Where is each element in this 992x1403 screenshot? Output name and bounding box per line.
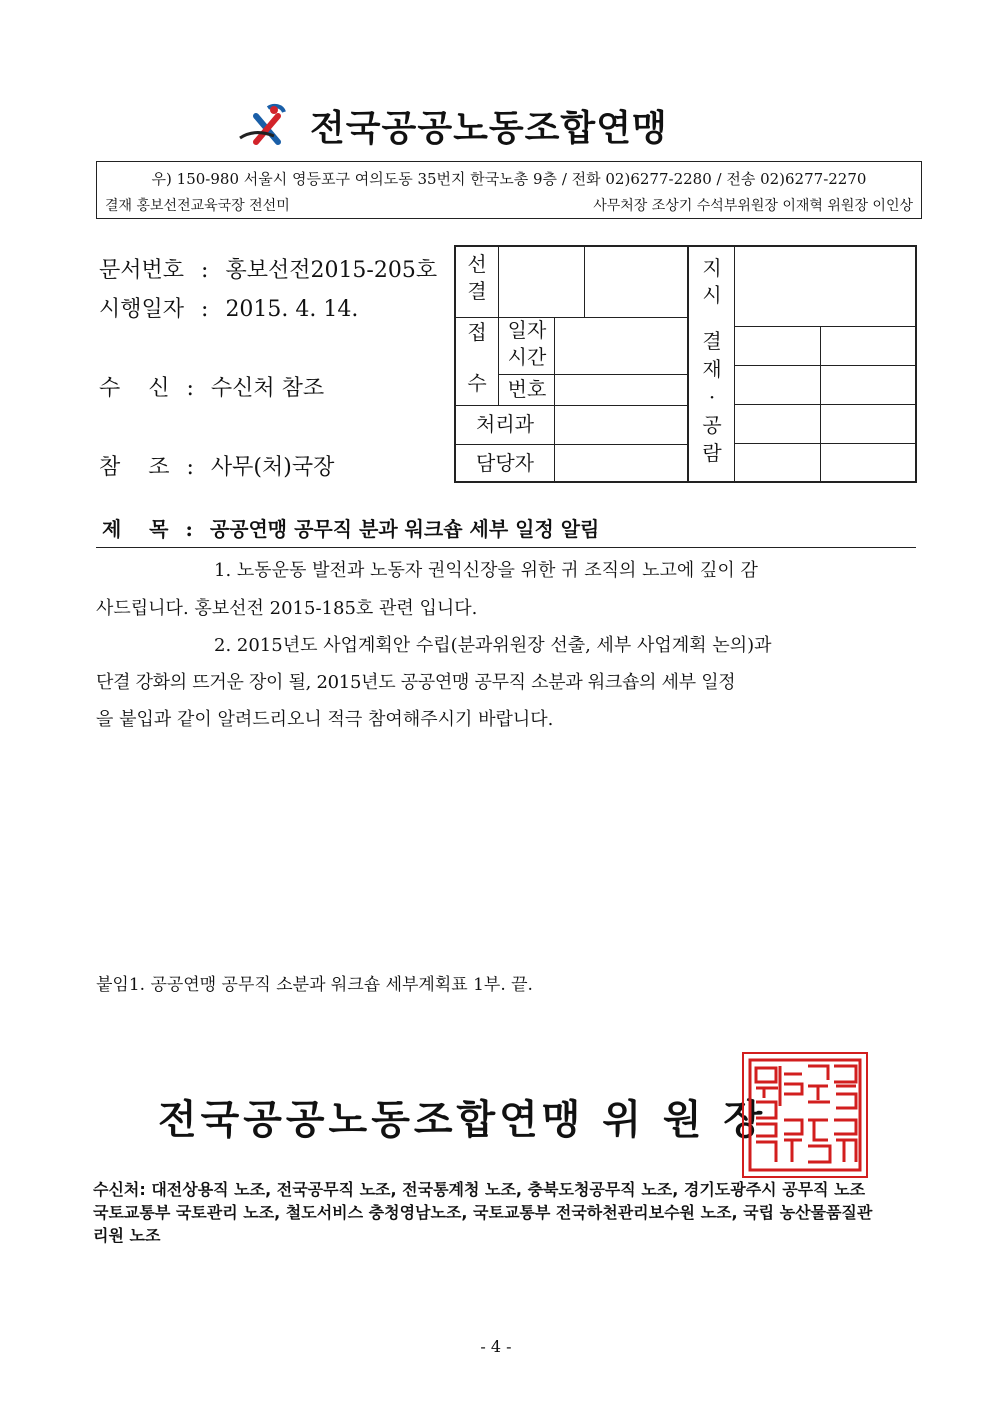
recipient-value: 수신처 참조	[210, 376, 325, 401]
cheorigwa-label: 처리과	[476, 412, 534, 436]
recipient-label: 수 신	[99, 376, 170, 401]
subject-label: 제 목	[102, 517, 169, 541]
jeop-char: 접	[467, 320, 487, 344]
signature-title: 전국공공노동조합연맹 위 원 장	[158, 1097, 767, 1143]
reference-row	[99, 450, 334, 481]
damdangja-label: 담당자	[476, 451, 534, 475]
org-name-title: 전국공공노동조합연맹	[310, 107, 668, 149]
seon-char: 선	[467, 252, 487, 276]
doc-number: 홍보선전2015-205호	[225, 258, 438, 283]
gyeol-char: 결	[702, 329, 722, 353]
sigan-text: 시간	[507, 345, 547, 369]
body-p1-line1: 1. 노동운동 발전과 노동자 권익신장을 위한 귀 조직의 노고에 깊이 감	[214, 560, 758, 581]
colon: :	[185, 517, 193, 541]
si-char: 시	[702, 283, 722, 307]
recipient-row	[99, 371, 324, 402]
date-value: 2015. 4. 14.	[225, 297, 359, 322]
approval-table	[454, 245, 917, 483]
doc-number-label: 문서번호	[99, 258, 185, 283]
colon: :	[186, 376, 194, 401]
recipient-list: 수신처: 대전상용직 노조, 전국공무직 노조, 전국통계청 노조, 충북도청공무직 노조, 경기도광주시 공무직 노조 국토교통부 국토관리 노조, 철도서비스 충청영남노조, 국토교통부 전국하천관리보수원 노조, 국립 농산물품질관리원 노조	[93, 1180, 873, 1245]
body-p2-line3: 을 붙입과 같이 알려드리오니 적극 참여해주시기 바랍니다.	[96, 709, 554, 730]
su-char: 수	[467, 371, 487, 395]
doc-number-row	[99, 253, 437, 284]
dot-char: ·	[708, 385, 716, 409]
attachment-line: 붙임1. 공공연맹 공무직 소분과 워크숍 세부계획표 1부. 끝.	[96, 975, 533, 995]
official-seal	[742, 1052, 868, 1178]
colon: :	[201, 258, 209, 283]
address-line: 우) 150-980 서울시 영등포구 여의도동 35번지 한국노총 9층 / 전화 02)6277-2280 / 전송 02)6277-2270	[151, 170, 867, 188]
page-number: - 4 -	[480, 1337, 512, 1356]
seon-label	[458, 251, 496, 305]
jisi-label	[690, 255, 734, 309]
ji-char: 지	[702, 256, 722, 280]
approval-right: 사무처장 조상기 수석부위원장 이재혁 위원장 이인상	[593, 198, 913, 214]
subject-text: 공공연맹 공무직 분과 워크숍 세부 일정 알림	[209, 517, 600, 541]
address-box	[96, 161, 922, 219]
org-emblem-icon	[238, 102, 308, 148]
beonho-label: 번호	[507, 377, 547, 401]
body-p2-line2: 단결 강화의 뜨거운 장이 될, 2015년도 공공연맹 공무직 소분과 워크숍의 세부 일정	[96, 672, 736, 693]
reference-label: 참 조	[99, 455, 170, 480]
org-logo	[238, 100, 758, 150]
jeop-label	[458, 319, 496, 397]
body-p1-line2: 사드립니다. 홍보선전 2015-185호 관련 입니다.	[96, 598, 478, 619]
gong-char: 공	[702, 413, 722, 437]
subject-row	[96, 513, 916, 548]
ilja-label	[500, 317, 554, 371]
ilja-text: 일자	[507, 318, 547, 342]
gyeoljae-gongram-label	[690, 327, 734, 467]
ram-char: 람	[702, 441, 722, 465]
colon: :	[201, 297, 209, 322]
date-row	[99, 292, 358, 323]
gyeol-char: 결	[467, 279, 487, 303]
seal-pattern-icon	[744, 1054, 866, 1176]
approval-left: 결재 홍보선전교육국장 전선미	[105, 198, 290, 214]
body-p2-line1: 2. 2015년도 사업계획안 수립(분과위원장 선출, 세부 사업계획 논의)과	[214, 635, 772, 656]
date-label: 시행일자	[99, 297, 185, 322]
colon: :	[186, 455, 194, 480]
reference-value: 사무(처)국장	[210, 455, 335, 480]
jae-char: 재	[702, 357, 722, 381]
